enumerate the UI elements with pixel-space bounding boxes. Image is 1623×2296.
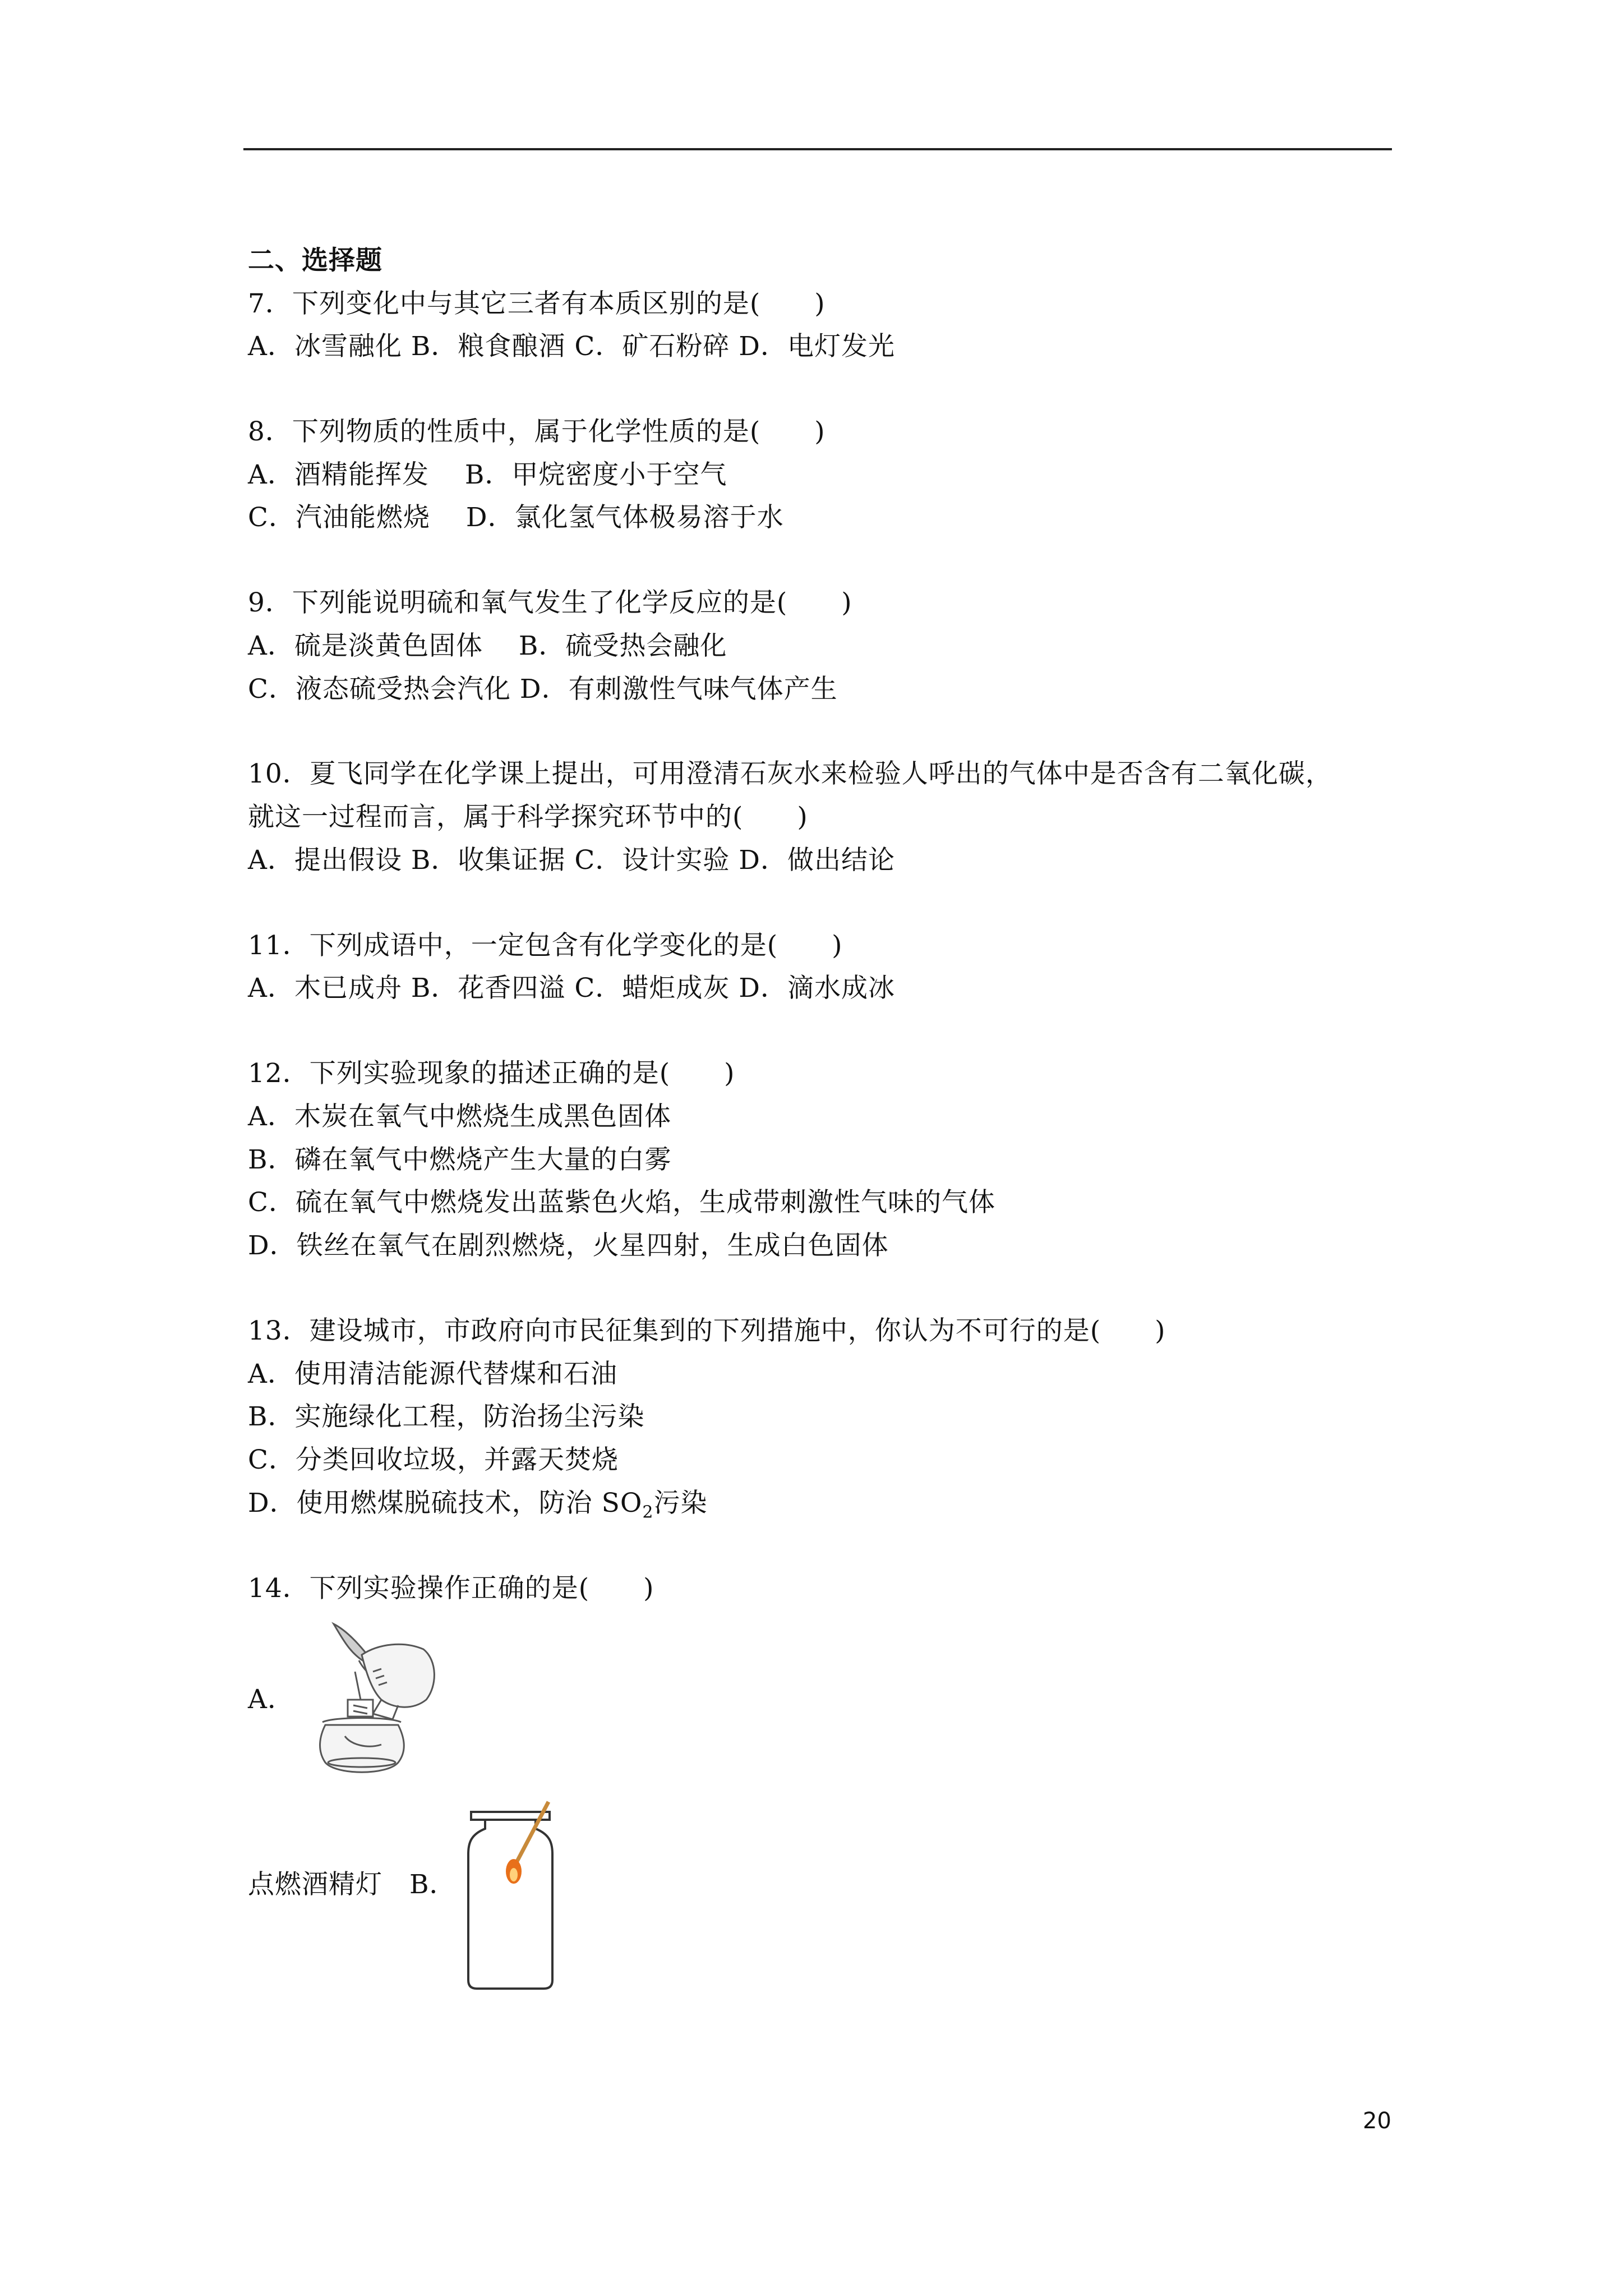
question-12-option-b: B．磷在氧气中燃烧产生大量的白雾 bbox=[248, 1144, 672, 1175]
question-12-option-d: D．铁丝在氧气在剧烈燃烧，火星四射，生成白色固体 bbox=[248, 1230, 889, 1261]
gas-jar-match-figure bbox=[465, 1795, 578, 1991]
question-8-stem: 8．下列物质的性质中，属于化学性质的是( ) bbox=[248, 416, 826, 447]
question-12-option-c: C．硫在氧气中燃烧发出蓝紫色火焰，生成带刺激性气味的气体 bbox=[248, 1187, 995, 1218]
question-13-option-c: C．分类回收垃圾，并露天焚烧 bbox=[248, 1444, 619, 1475]
question-14-caption-a: 点燃酒精灯 B． bbox=[248, 1869, 457, 1900]
question-13-option-d: D．使用燃煤脱硫技术，防治 $SO_2$污染 bbox=[248, 1488, 708, 1522]
section-title: 二、选择题 bbox=[248, 245, 382, 276]
question-9-options-ab: A．硫是淡黄色固体 B．硫受热会融化 bbox=[248, 631, 727, 661]
page-number: 20 bbox=[1363, 2108, 1391, 2134]
question-10-stem-1: 10．夏飞同学在化学课上提出，可用澄清石灰水来检验人呼出的气体中是否含有二氧化碳， bbox=[248, 758, 1332, 789]
question-10-stem-2: 就这一过程而言，属于科学探究环节中的( ) bbox=[248, 802, 808, 832]
question-10-options: A．提出假设 B．收集证据 C．设计实验 D．做出结论 bbox=[248, 845, 895, 876]
question-11-stem: 11．下列成语中，一定包含有化学变化的是( ) bbox=[248, 930, 843, 961]
question-12-option-a: A．木炭在氧气中燃烧生成黑色固体 bbox=[248, 1101, 671, 1132]
alcohol-lamp-lighting-figure bbox=[283, 1616, 446, 1784]
question-9-stem: 9．下列能说明硫和氧气发生了化学反应的是( ) bbox=[248, 587, 852, 618]
header-rule bbox=[243, 148, 1392, 150]
question-12-stem: 12．下列实验现象的描述正确的是( ) bbox=[248, 1058, 735, 1089]
question-9-options-cd: C．液态硫受热会汽化 D．有刺激性气味气体产生 bbox=[248, 674, 838, 705]
question-13-option-a: A．使用清洁能源代替煤和石油 bbox=[248, 1359, 617, 1389]
question-13-option-b: B．实施绿化工程，防治扬尘污染 bbox=[248, 1401, 645, 1432]
question-8-options-cd: C．汽油能燃烧 D．氯化氢气体极易溶于水 bbox=[248, 502, 784, 533]
question-13-stem: 13．建设城市，市政府向市民征集到的下列措施中，你认为不可行的是( ) bbox=[248, 1315, 1166, 1346]
question-8-options-ab: A．酒精能挥发 B．甲烷密度小于空气 bbox=[248, 459, 727, 490]
question-7-stem: 7．下列变化中与其它三者有本质区别的是( ) bbox=[248, 288, 826, 319]
question-7-options: A．冰雪融化 B．粮食酿酒 C．矿石粉碎 D．电灯发光 bbox=[248, 331, 895, 362]
question-14-stem: 14．下列实验操作正确的是( ) bbox=[248, 1573, 654, 1604]
question-14-option-a-label: A． bbox=[248, 1684, 294, 1715]
question-11-options: A．木已成舟 B．花香四溢 C．蜡炬成灰 D．滴水成冰 bbox=[248, 973, 895, 1004]
question-14-option-b-label: B． bbox=[409, 1869, 457, 1900]
